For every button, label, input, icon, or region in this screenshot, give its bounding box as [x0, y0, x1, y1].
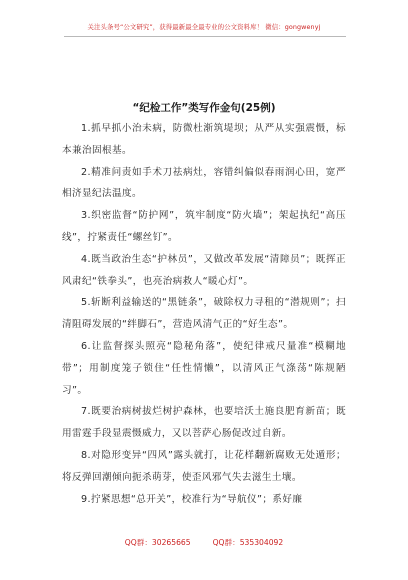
paragraph-6: 6.让监督探头照亮“隐秘角落”，使纪律戒尺量准“模糊地带”；用制度笼子锁住“任性情懒”，以清风正气涤荡“陈规陋习”。	[62, 340, 346, 396]
document-title: “纪检工作”类写作金句(25例)	[132, 102, 276, 114]
paragraph-1: 1.抓早抓小治未病，防微杜渐筑堤坝；从严从实强震慑，标本兼治固根基。	[62, 123, 346, 156]
footer-qq-group-2: QQ群：535304092	[212, 538, 284, 547]
footer-qq-group-1: QQ群：30265665	[124, 538, 191, 547]
footer-contact	[0, 537, 408, 548]
document-body	[62, 118, 346, 510]
paragraph-5: 5.斩断利益输送的“黑链条”，破除权力寻租的“潜规则”；扫清阻碍发展的“绊脚石”，营造风清气正的“好生态”。	[62, 297, 346, 331]
paragraph-2: 2.精准问责如手术刀祛病灶，容错纠偏似春雨润心田，宽严相济显纪法温度。	[62, 166, 346, 200]
header-divider	[64, 36, 346, 37]
paragraph-4: 4.既当政治生态“护林员”，又做改革发展“清障员”；既挥正风肃纪“铁拳头”，也亮治病救人“暖心灯”。	[62, 253, 346, 287]
paragraph-8: 8.对隐形变异“四风”露头就打，让花样翻新腐败无处遁形；将反弹回潮倾向扼杀萌芽，使歪风邪气失去滋生土壤。	[62, 449, 346, 483]
paragraph-3: 3.织密监督“防护网”，筑牢制度“防火墙”；架起执纪“高压线”，拧紧责任“螺丝钉”。	[62, 210, 346, 243]
paragraph-9: 9.拧紧思想“总开关”，校准行为“导航仪”；系好廉	[81, 493, 303, 505]
header-banner: 关注头条号“公文研究”，获得最新最全最专业的公文资料库！ 微信：gongwenyj	[87, 23, 321, 31]
paragraph-7: 7.既要治病树拔烂树护森林，也要培沃土施良肥育新苗；既用雷霆手段显震慑威力，又以菩萨心肠促改过自新。	[62, 406, 346, 440]
